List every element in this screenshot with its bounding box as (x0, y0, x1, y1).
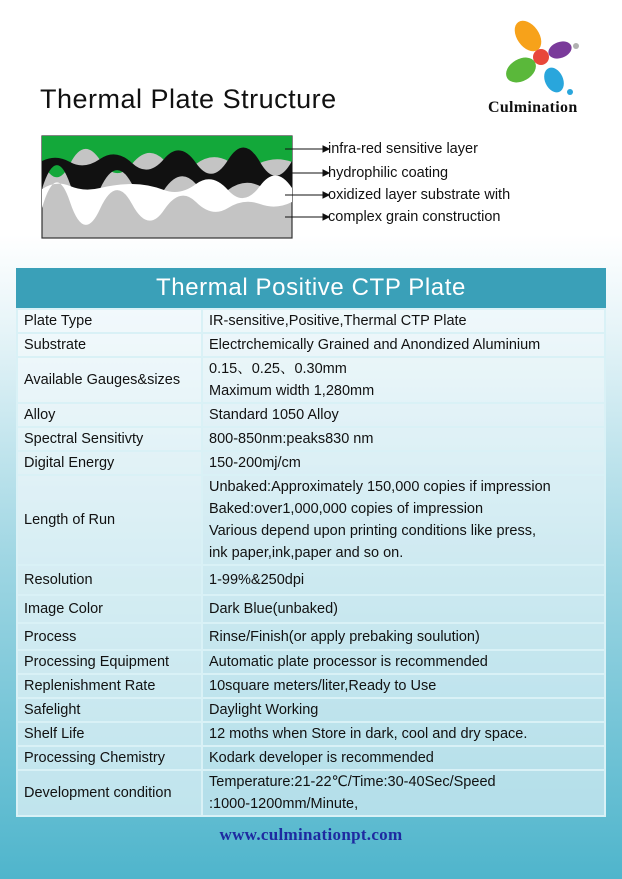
spec-row (17, 623, 605, 650)
spec-key: Processing Chemistry (17, 746, 202, 770)
layer-label-oxidized: oxidized layer substrate with (328, 187, 511, 203)
spec-row (17, 309, 605, 333)
spec-value (202, 746, 605, 770)
spec-key: Digital Energy (17, 451, 202, 475)
spec-key: Shelf Life (17, 722, 202, 746)
spec-key: Resolution (17, 565, 202, 595)
spec-key: Development condition (17, 770, 202, 816)
spec-key: Safelight (17, 698, 202, 722)
logo-center (533, 49, 549, 65)
logo-petal-blue (540, 64, 567, 95)
spec-value (202, 595, 605, 623)
spec-value-line: 10square meters/liter,Ready to Use (209, 678, 437, 694)
spec-value-line: Baked:over1,000,000 copies of impression (209, 501, 484, 517)
spec-value-line: Daylight Working (209, 702, 319, 718)
spec-value-line: Various depend upon printing conditions like press, (209, 523, 536, 539)
spec-row (17, 565, 605, 595)
spec-value-line: 12 moths when Store in dark, cool and dry space. (209, 726, 528, 742)
spec-key: Substrate (17, 333, 202, 357)
spec-value (202, 403, 605, 427)
spec-key: Alloy (17, 403, 202, 427)
spec-value (202, 333, 605, 357)
spec-row (17, 770, 605, 816)
website-url: www.culminationpt.com (219, 825, 403, 844)
spec-key: Spectral Sensitivty (17, 427, 202, 451)
spec-value-line: IR-sensitive,Positive,Thermal CTP Plate (209, 313, 467, 329)
spec-value-line: ink paper,ink,paper and so on. (209, 545, 404, 561)
spec-row (17, 475, 605, 565)
spec-table-title: Thermal Positive CTP Plate (16, 268, 606, 308)
spec-panel (16, 268, 606, 817)
spec-value (202, 623, 605, 650)
spec-value-line: Dark Blue(unbaked) (209, 601, 338, 617)
spec-row (17, 746, 605, 770)
spec-key: Length of Run (17, 475, 202, 565)
spec-value-line: Unbaked:Approximately 150,000 copies if impression (209, 479, 551, 495)
spec-value (202, 674, 605, 698)
spec-value-line: 800-850nm:peaks830 nm (209, 431, 374, 447)
spec-key: Replenishment Rate (17, 674, 202, 698)
spec-value (202, 309, 605, 333)
spec-table (16, 308, 606, 817)
page-title: Thermal Plate Structure (40, 84, 337, 114)
spec-value-line: Automatic plate processor is recommended (209, 654, 488, 670)
logo-petal-purple (546, 38, 574, 61)
spec-row (17, 650, 605, 674)
spec-value-line: :1000-1200mm/Minute, (209, 796, 359, 812)
spec-row (17, 403, 605, 427)
spec-value (202, 565, 605, 595)
spec-key: Available Gauges&sizes (17, 357, 202, 403)
layer-label-grain: complex grain construction (328, 209, 501, 225)
spec-value (202, 650, 605, 674)
spec-row (17, 698, 605, 722)
spec-value (202, 357, 605, 403)
layer-label-hydrophilic: hydrophilic coating (328, 165, 449, 181)
spec-row (17, 722, 605, 746)
spec-row (17, 427, 605, 451)
spec-value-line: Rinse/Finish(or apply prebaking soulution) (209, 628, 480, 645)
spec-value-line: Standard 1050 Alloy (209, 407, 339, 423)
spec-value-line: 0.15、0.25、0.30mm (209, 361, 347, 377)
spec-value-line: Kodark developer is recommended (209, 750, 434, 766)
spec-value (202, 451, 605, 475)
spec-row (17, 357, 605, 403)
spec-value-line: 150-200mj/cm (209, 455, 301, 471)
spec-value (202, 722, 605, 746)
spec-value-line: Electrchemically Grained and Anondized Aluminium (209, 337, 541, 353)
spec-row (17, 595, 605, 623)
logo-dot-gray (573, 43, 579, 49)
spec-row (17, 674, 605, 698)
spec-row (17, 333, 605, 357)
spec-value-line: 1-99%&250dpi (209, 572, 305, 588)
brand-name: Culmination (488, 99, 578, 116)
spec-value (202, 770, 605, 816)
layer-label-ir: infra-red sensitive layer (328, 141, 478, 157)
spec-row (17, 451, 605, 475)
spec-value-line: Maximum width 1,280mm (209, 383, 375, 399)
spec-key: Image Color (17, 595, 202, 623)
spec-value (202, 475, 605, 565)
spec-key: Processing Equipment (17, 650, 202, 674)
spec-value (202, 698, 605, 722)
spec-key: Process (17, 623, 202, 650)
logo-dot-blue (567, 89, 573, 95)
spec-key: Plate Type (17, 309, 202, 333)
spec-value-line: Temperature:21-22℃/Time:30-40Sec/Speed (209, 774, 496, 790)
spec-value (202, 427, 605, 451)
